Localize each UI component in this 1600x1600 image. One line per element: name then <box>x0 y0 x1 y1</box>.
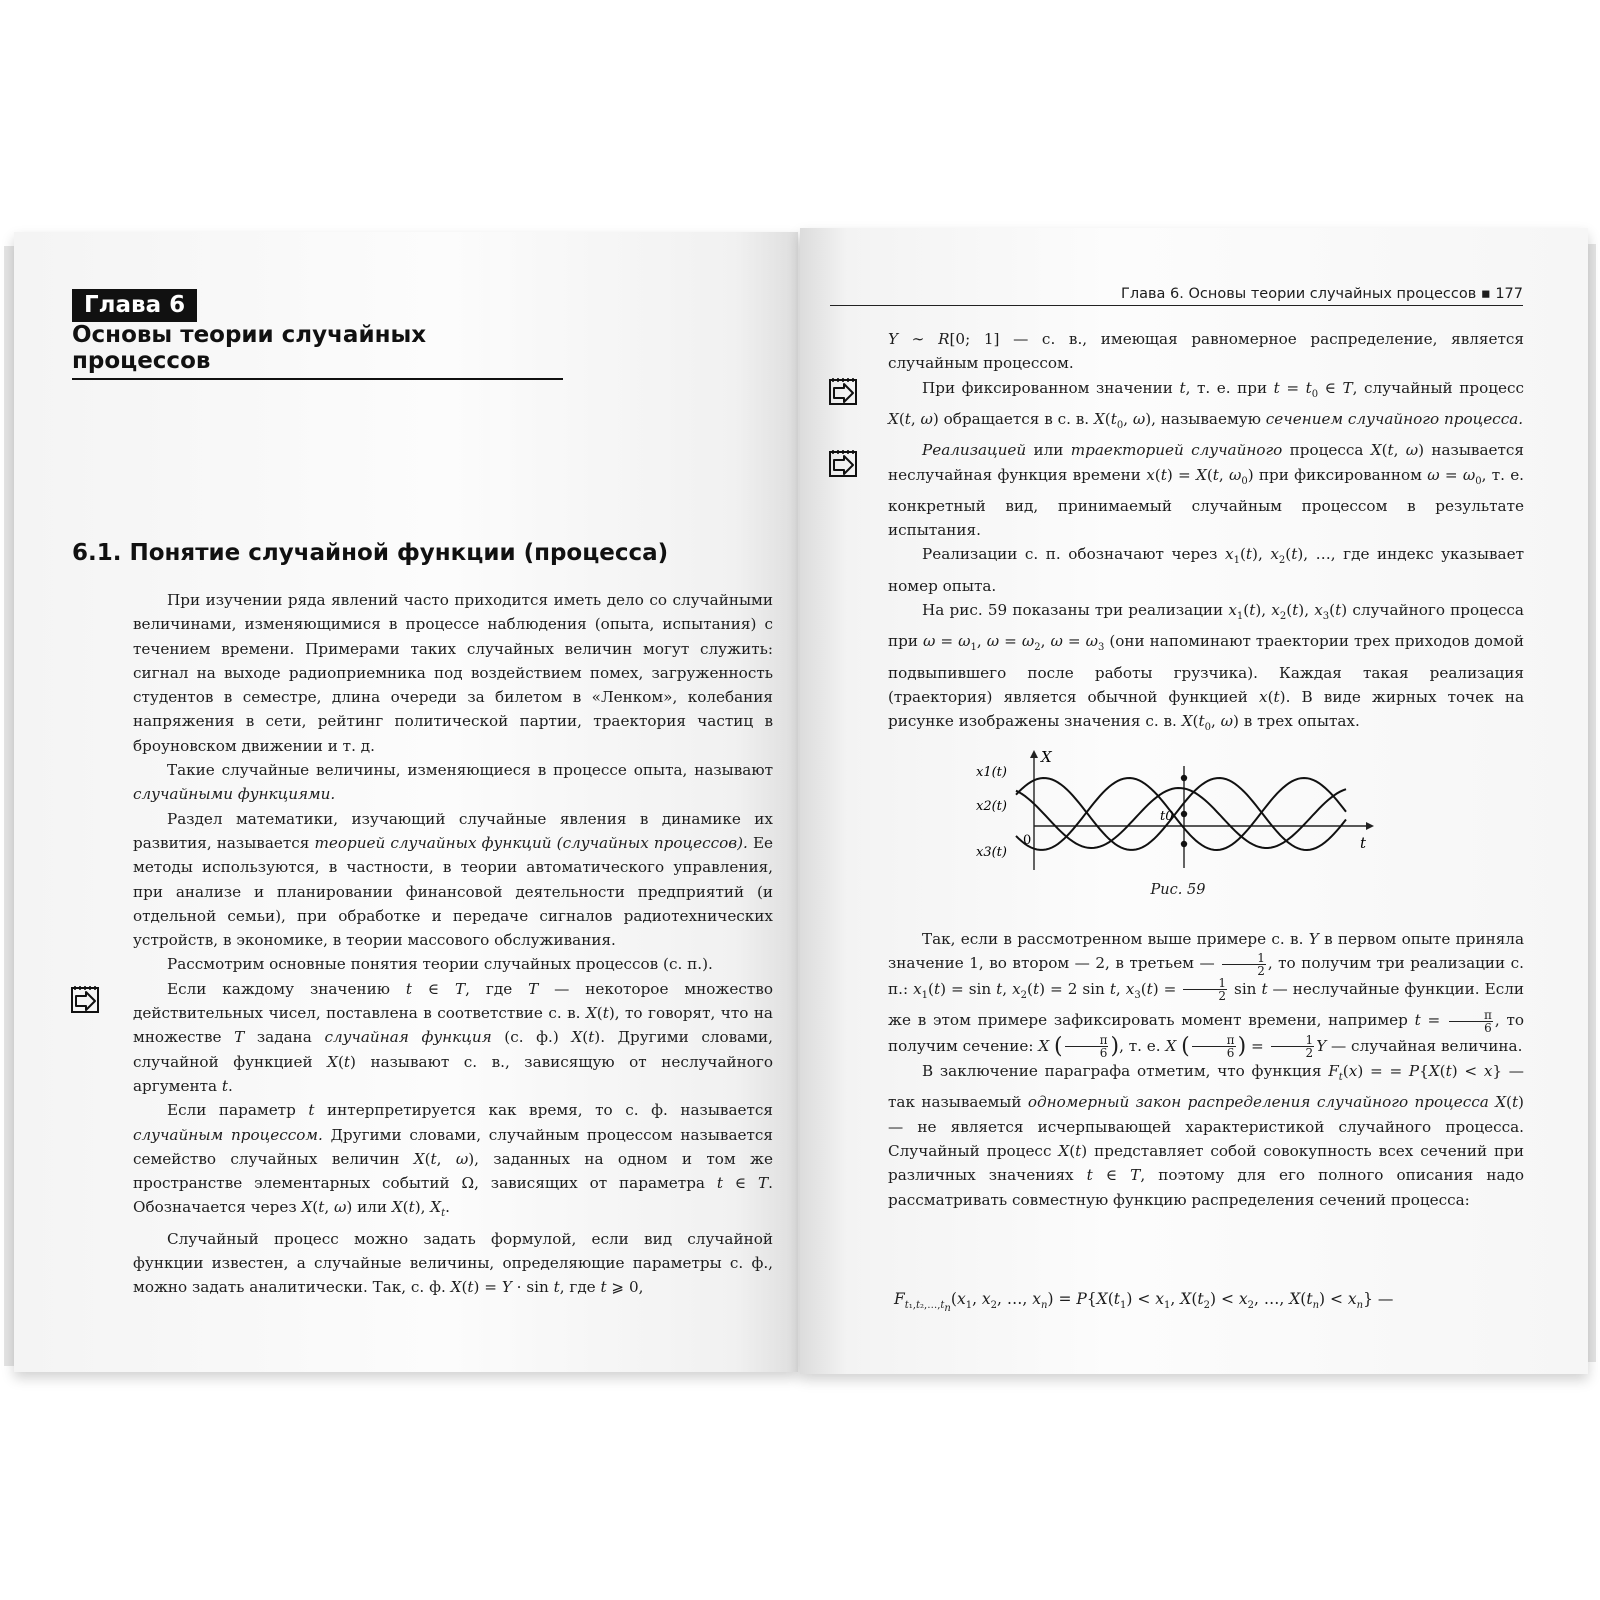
paragraph: В заключение параграфа отметим, что функция $F_t(x)$ = = P{X(t) < x} — так называемый одномерный закон распределения случайного процесса X(t) — не является исчерпывающей характеристикой случайного процесса. Случайный процесс X(t) представляет собой совокупность всех сечений при различных значениях t ∈ T, поэтому для его полного описания надо рассматривать совместную функцию распределения сечений процесса: <box>888 1062 1525 1209</box>
left-page-body <box>133 588 773 1300</box>
running-head-title: Глава 6. Основы теории случайных процессов <box>1121 286 1477 302</box>
paragraph: Так, если в рассмотренном выше примере с. в. Y в первом опыте приняла значение 1, во втором — 2, в третьем — $\frac{1}{2}$ , то получим три реализации с. п.: $x_1(t) = \sin t$, $x_2(t) = 2$ sin t, $x_3(t)$ = $\frac{1}{2}$ sin t — неслучайные функции. Если же в этом примере зафиксировать момент времени, например t = $\frac{\pi}{6}$ , то получим сечение: X ( $\frac{\pi}{6}$ ), т. е. X ( $\frac{\pi}{6}$ ) = $\frac{1}{2}$ Y — случайная величина. <box>888 930 1525 1061</box>
section-point-3 <box>1181 841 1187 847</box>
running-head <box>830 286 1523 306</box>
y-axis-arrow <box>1030 750 1038 758</box>
note-arrow-icon <box>70 984 100 1014</box>
paragraph: На рис. 59 показаны три реализации $x_1(t)$, $x_2(t)$, $x_3(t)$ случайного процесса при $\omega = \omega_1$, $\omega = \omega_2$, $\omega = \omega_3$ (они напоминают траектории трех приходов домой подвыпившего после работы грузчика). Каждая такая реализация (траектория) является обычной функцией x(t). В виде жирных точек на рисунке изображены значения с. в. $X(t_0$, ω) в трех опытах. <box>888 601 1525 734</box>
paragraph: Реализации с. п. обозначают через $x_1(t)$, $x_2(t)$, …, где индекс указывает номер опыта. <box>888 545 1524 595</box>
note-arrow-icon <box>828 376 858 406</box>
paragraph-text: Такие случайные величины, изменяющиеся в процессе опыта, называют <box>167 761 773 780</box>
figure-caption: Рис. 59 <box>1150 882 1206 898</box>
left-page-edge <box>4 246 14 1366</box>
term-random-functions: случайными функциями. <box>133 785 336 804</box>
t0-label: t0 <box>1160 809 1174 824</box>
note-arrow-icon <box>828 448 858 478</box>
paragraph: Случайный процесс можно задать формулой, если вид случайной функции известен, а случайные величины, определяющие параметры с. ф., можно задать аналитически. Так, с. ф. X(t) = Y · sin t, где t ⩾ 0, <box>133 1229 773 1297</box>
paragraph: При фиксированном значении t, т. е. при $t = t_0$ ∈ T, случайный процесс X(t, ω) обращается в с. в. $X(t_0$, ω), называемую сечением случайного процесса. <box>888 378 1524 431</box>
right-page-body-top <box>888 327 1524 741</box>
x-axis-label: t <box>1360 834 1367 852</box>
x1-label: x1(t) <box>976 765 1007 780</box>
x2-label: x2(t) <box>976 799 1007 814</box>
x-axis-arrow <box>1366 822 1374 830</box>
figure-59 <box>976 748 1374 870</box>
right-page-edge <box>1588 244 1596 1362</box>
right-page-body-bottom <box>888 927 1524 1212</box>
origin-label: 0 <box>1023 833 1032 848</box>
chapter-title: Основы теории случайных процессов <box>72 322 563 380</box>
paragraph: Рассмотрим основные понятия теории случайных процессов (с. п.). <box>167 955 713 974</box>
section-title: 6.1. Понятие случайной функции (процесса) <box>72 540 669 566</box>
bullet-separator: ▪ <box>1480 286 1496 302</box>
paragraph: Y ∼ R[0; 1] — с. в., имеющая равномерное распределение, является случайным процессом. <box>888 330 1524 373</box>
y-axis-label: X <box>1041 748 1052 766</box>
chapter-label: Глава 6 <box>72 289 197 322</box>
paragraph: Раздел математики, изучающий случайные явления в динамике их развития, называется теорией случайных функций (случайных процессов). Ее методы используются, в частности, в теории автоматического управления, при анализе и планировании финансовой деятельности предприятий (и отдельной семьи), при обработке и передаче сигналов радиотехнических устройств, в экономике, в теории массового обслуживания. <box>133 809 774 950</box>
joint-distribution-formula: $F_{t_1,t_2,\dots,t_n}(x_1$, $x_2$, …, $x_n) = P\{X(t_1) < x_1$, $X(t_2) < x_2$, …, $X(t_n) < x_n$} — <box>894 1290 1394 1315</box>
page-number: 177 <box>1495 286 1523 302</box>
x3-label: x3(t) <box>976 845 1007 860</box>
paragraph: Если параметр t интерпретируется как время, то с. ф. называется случайным процессом. Другими словами, случайным процессом называется семейство случайных величин X(t, ω), заданных на одном и том же пространстве элементарных событий Ω, зависящих от параметра t ∈ T. Обозначается через X(t, ω) или X(t), $X_t$. <box>133 1101 774 1220</box>
paragraph: Реализацией или траекторией случайного процесса X(t, ω) называется неслучайная функция времени x(t) = X(t, $\omega_0$) при фиксированном $\omega = \omega_0$, т. е. конкретный вид, принимаемый случайным процессом в результате испытания. <box>888 441 1525 540</box>
section-point-2 <box>1181 811 1187 817</box>
paragraph <box>133 758 773 807</box>
paragraph: При изучении ряда явлений часто приходится иметь дело со случайными величинами, изменяющимися в процессе наблюдения (опыта, испытания) с течением времени. Примерами таких случайных величин могут служить: сигнал на выходе радиоприемника под воздействием помех, загруженность студентов в семестре, длина очереди за билетом в «Ленком», колебания напряжения в сети, рейтинг политической партии, траектория частиц в броуновском движении и т. д. <box>133 591 773 755</box>
section-point-1 <box>1181 775 1187 781</box>
paragraph: Если каждому значению t ∈ T, где T — некоторое множество действительных чисел, поставлена в соответствие с. в. X(t), то говорят, что на множестве T задана случайная функция (с. ф.) X(t). Другими словами, случайной функцией X(t) называют с. в., зависящую от неслучайного аргумента t. <box>133 979 773 1095</box>
curve-x3 <box>1016 788 1346 848</box>
